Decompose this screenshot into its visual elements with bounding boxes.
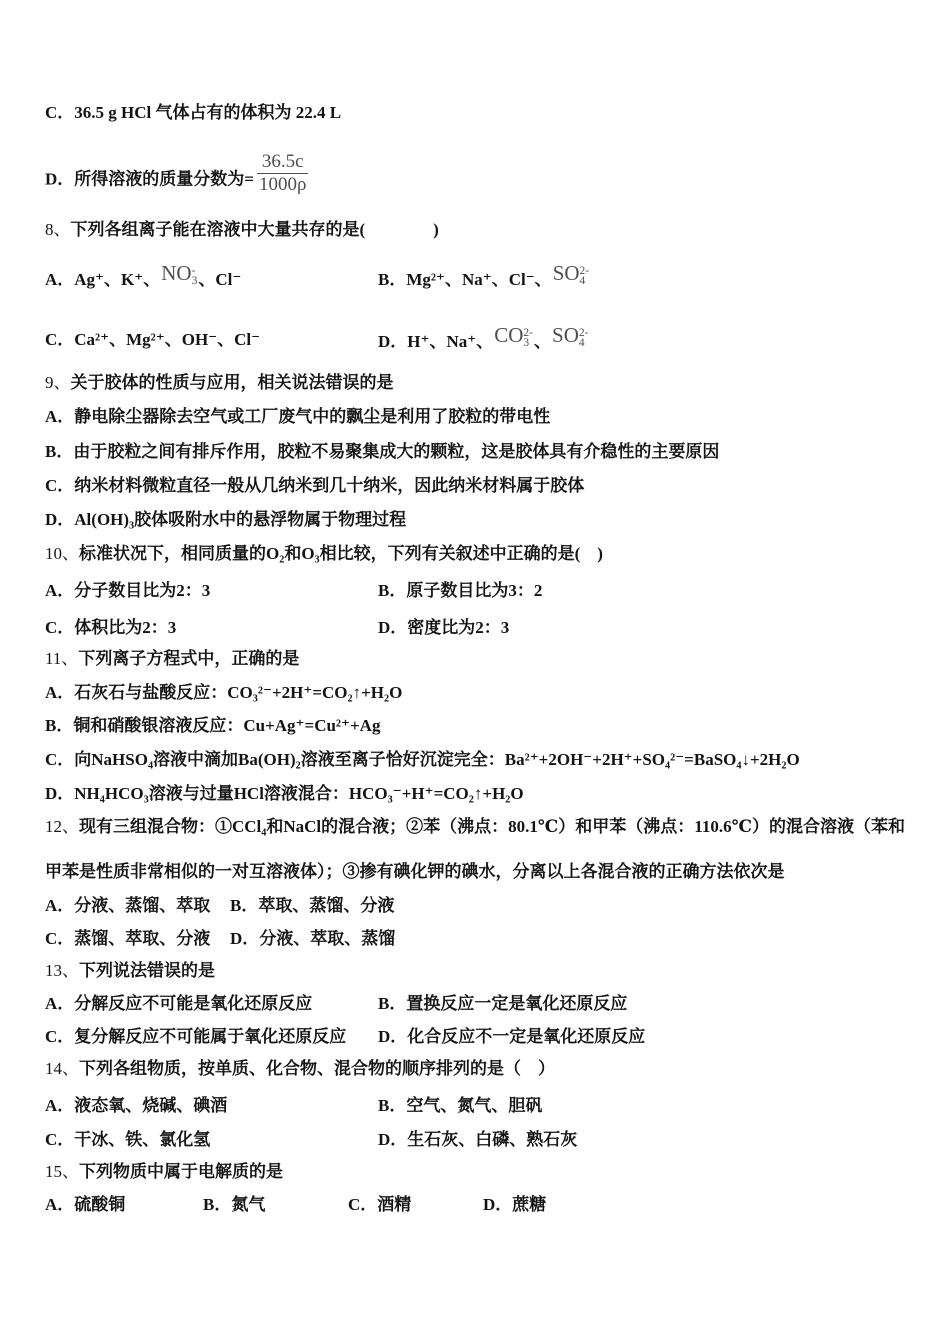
q15-option-c: C．酒精 [348,1195,412,1214]
q12-title-line2: 甲苯是性质非常相似的一对互溶液体）；③掺有碘化钾的碘水，分离以上各混合液的正确方法依次是 [45,862,785,881]
q13-options-cd [45,1027,645,1047]
q14-option-b: B．空气、氮气、胆矾 [378,1096,543,1115]
ion-charge-stack [580,266,590,286]
q8-number: 8、 [45,220,71,239]
q10-option-a: A．分子数目比为2：3 [45,581,211,600]
ion-subscript: 4 [578,337,585,350]
q8-title-text: 下列各组离子能在溶液中大量共存的是( ) [70,220,439,239]
q11-option-d: D．NH₄HCO₃溶液与过量HCl溶液混合：HCO₃⁻+H⁺=CO₂↑+H₂O [45,784,524,803]
q9-number: 9、 [45,373,71,392]
q10-options-ab [45,581,542,601]
q14-option-d: D．生石灰、白磷、熟石灰 [378,1130,578,1149]
q8-title [45,220,439,240]
q10-option-d: D．密度比为2：3 [378,618,510,637]
ion-subscript: 4 [579,275,586,288]
q8-option-d [378,323,589,352]
ion-subscript: 3 [523,337,530,350]
q11-option-b: B．铜和硝酸银溶液反应：Cu+Ag⁺=Cu²⁺+Ag [45,716,381,735]
q8-option-b [378,261,590,290]
q12-option-a: A．分液、蒸馏、萃取 [45,896,211,915]
nitrate-ion [160,261,198,288]
ion-superscript: 2- [523,327,534,340]
ion-subscript: 3 [191,275,198,288]
q8-option-d-text: D．H⁺、Na⁺、 [378,332,494,351]
q15-options [45,1195,546,1215]
q8-options-ab [45,261,590,290]
q15-number: 15、 [45,1162,79,1181]
q12-options-ab [45,896,394,916]
q14-number: 14、 [45,1059,79,1078]
sulfate-ion [551,323,589,350]
ion-base: SO [552,261,580,285]
q8-option-d-separator: 、 [534,332,552,351]
q7-option-c: C．36.5 g HCl 气体占有的体积为 22.4 L [45,103,342,122]
q7-option-d [45,151,308,203]
ion-charge-stack [192,266,198,286]
ion-base: CO [494,323,524,347]
q13-option-d: D．化合反应不一定是氧化还原反应 [378,1027,646,1046]
q10-options-cd [45,618,509,638]
q15-option-a: A．硫酸铜 [45,1195,126,1214]
fraction-denominator: 1000ρ [258,173,307,195]
q8-options-cd [45,323,589,352]
ion-superscript: 2- [578,327,589,340]
q14-options-cd [45,1130,577,1150]
q9-title-text: 关于胶体的性质与应用，相关说法错误的是 [70,373,394,392]
q10-option-b: B．原子数目比为3：2 [378,581,543,600]
q8-option-c: C．Ca²⁺、Mg²⁺、OH⁻、Cl⁻ [45,330,261,349]
q13-title [45,961,215,981]
q15-option-d: D．蔗糖 [483,1195,547,1214]
q12-title-text-line1: 现有三组混合物：①CCl₄和NaCl的混合液；②苯（沸点：80.1℃）和甲苯（沸点：110.6℃）的混合溶液（苯和 [79,817,905,836]
q13-number: 13、 [45,961,79,980]
ion-base: NO [161,261,192,285]
q14-title-text: 下列各组物质，按单质、化合物、混合物的顺序排列的是（ ） [79,1059,555,1078]
q11-number: 11、 [45,649,79,668]
q12-title-line1 [45,817,905,837]
q9-option-d: D．Al(OH)₃胶体吸附水中的悬浮物属于物理过程 [45,510,407,529]
q12-option-b: B．萃取、蒸馏、分液 [230,896,395,915]
q10-number: 10、 [45,544,79,563]
q12-options-cd [45,929,395,949]
sulfate-ion [552,261,590,288]
ion-superscript: 2- [579,265,590,278]
q12-number: 12、 [45,817,79,836]
q8-option-a-text: A．Ag⁺、K⁺、 [45,270,161,289]
q13-option-b: B．置换反应一定是氧化还原反应 [378,994,628,1013]
q13-option-c: C．复分解反应不可能属于氧化还原反应 [45,1027,347,1046]
q7-option-d-label: D．所得溶液的质量分数为= [45,169,254,189]
q8-option-a [45,261,378,290]
q10-title [45,544,603,564]
q11-option-c: C．向NaHSO₄溶液中滴加Ba(OH)₂溶液至离子恰好沉淀完全：Ba²⁺+2OH⁻+2H⁺+SO₄²⁻=BaSO₄↓+2H₂O [45,750,800,769]
q14-option-a: A．液态氧、烧碱、碘酒 [45,1096,228,1115]
q10-title-text: 标准状况下，相同质量的O₂和O₃相比较，下列有关叙述中正确的是( ) [79,544,603,563]
q10-option-c: C．体积比为2：3 [45,618,177,637]
q11-title-text: 下列离子方程式中，正确的是 [78,649,300,668]
q14-title [45,1059,555,1079]
ion-superscript: - [191,265,196,278]
ion-charge-stack [523,328,533,348]
q12-option-c: C．蒸馏、萃取、分液 [45,929,211,948]
q8-option-b-text: B．Mg²⁺、Na⁺、Cl⁻、 [378,270,552,289]
q15-option-b: B．氮气 [203,1195,266,1214]
fraction-numerator: 36.5c [257,151,308,174]
mass-fraction-formula [257,151,308,196]
q11-title [45,649,299,669]
q12-option-d: D．分液、萃取、蒸馏 [230,929,396,948]
q14-option-c: C．干冰、铁、氯化氢 [45,1130,211,1149]
q15-title [45,1162,283,1182]
q13-option-a: A．分解反应不可能是氧化还原反应 [45,994,313,1013]
q13-title-text: 下列说法错误的是 [79,961,215,980]
ion-base: SO [552,323,579,347]
carbonate-ion [493,323,534,350]
q14-options-ab [45,1096,542,1116]
ion-charge-stack [579,328,589,348]
q8-option-a-post: 、Cl⁻ [198,270,242,289]
q9-title [45,373,394,393]
q9-option-b: B．由于胶粒之间有排斥作用，胶粒不易聚集成大的颗粒，这是胶体具有介稳性的主要原因 [45,442,720,461]
q9-option-c: C．纳米材料微粒直径一般从几纳米到几十纳米，因此纳米材料属于胶体 [45,476,585,495]
q15-title-text: 下列物质中属于电解质的是 [79,1162,283,1181]
q11-option-a: A．石灰石与盐酸反应：CO₃²⁻+2H⁺=CO₂↑+H₂O [45,683,403,702]
q9-option-a: A．静电除尘器除去空气或工厂废气中的飘尘是利用了胶粒的带电性 [45,407,551,426]
q13-options-ab [45,994,627,1014]
